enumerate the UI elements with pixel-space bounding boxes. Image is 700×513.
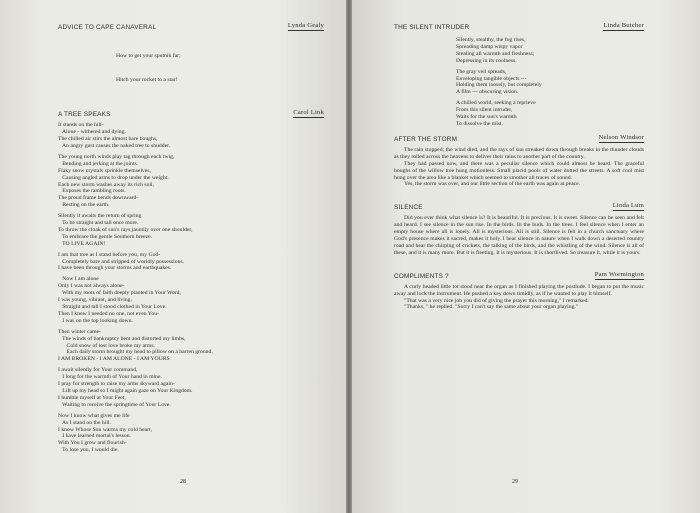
story-author: Linda Lum — [612, 202, 644, 210]
poem-stanza — [58, 367, 324, 408]
poem-line: Exposes the rambling roots. — [58, 188, 126, 195]
poem-line: I know Whose Son warms my cold heart, — [58, 426, 153, 433]
poem-line: I have learned mortal's lesson. — [58, 433, 132, 440]
poem-stanza — [456, 69, 644, 97]
poem-line: An angry gust causes the naked tree to shudder. — [58, 142, 171, 149]
poem-line: To lose you, I would die. — [58, 447, 119, 454]
poem-line: As I stand on the hill. — [58, 419, 111, 426]
poem-title: A TREE SPEAKS — [58, 111, 111, 119]
poem-line: Completely bare and stripped of worldly possessions. — [58, 258, 185, 265]
poem-stanza — [456, 37, 644, 65]
poem-stanza — [58, 154, 324, 209]
poem-line: Lift up my head so I might again gaze on Your Kingdom. — [58, 387, 193, 394]
poem-header — [58, 22, 324, 31]
right-page — [352, 0, 700, 513]
poem-line: A chilled world, seeking a reprieve — [456, 100, 536, 107]
poem-line: To throw the cloak of sun's rays jauntily over one shoulder, — [58, 226, 193, 233]
poem-line: Stealing all warmth and freshness; — [456, 50, 535, 57]
poem-stanza — [58, 252, 324, 273]
poem-line: Straight and tall I stood clothed in Your Love. — [58, 304, 167, 310]
poem-line: Each daily storm brought my head to pillow on a barren ground. — [58, 349, 213, 356]
poem-author: Lynda Gealy — [287, 22, 324, 29]
poem-line: Cold snow of lost love broke my arms. — [58, 342, 155, 349]
poem-body — [116, 39, 324, 97]
story-author: Nelson Windsor — [598, 133, 644, 141]
poem-line: A film --- obscuring vision. — [456, 89, 519, 96]
poem-line: Then winter came- — [58, 328, 101, 335]
poem-title: THE SILENT INTRUDER — [394, 24, 470, 31]
poem-line: Then I knew I needed no one, not even You- — [58, 310, 159, 317]
story-paragraph: They had passed now, and there was a peculiar silence which could almost be heard. The graceful boughs of the willow tree hung motionless. Small placid pools of water dotted the streets. A soft cool mist hung over the area like a blanket which seemed to smother all traces of sound. — [394, 160, 644, 181]
story-header — [394, 202, 644, 211]
poem-line: How to get your sputnik far; — [116, 52, 181, 59]
poem-line: Alone - withered and dying. — [58, 129, 126, 136]
poem-line: I long for the warmth of Your hand in mine. — [58, 374, 162, 381]
story-paragraph: "Thanks, " he replied. "Sorry I can't say the same about your organ playing." — [404, 304, 579, 311]
poem-line: From this silent intruder, — [456, 107, 513, 114]
poem-line: The gray veil spreads, — [456, 68, 507, 75]
poem-line: I was on the top looking down. — [58, 317, 133, 324]
poem-body — [456, 37, 644, 128]
poem-line: The winds of bankruptcy bent and distorted my limbs, — [58, 335, 186, 342]
poem-line: To dissolve the mist. — [456, 120, 503, 127]
poem-header — [394, 22, 644, 31]
story-paragraph: A curly headed little tot stood near the organ as I finished playing the postlude. I began to put the music away and lock the instrument. He pushed a key down timidly, as if he wanted to play it himself. — [394, 283, 644, 297]
poem-line: I am that tree as I stand before you, my God- — [58, 251, 161, 258]
story-title: AFTER THE STORM — [394, 135, 458, 143]
story-header — [394, 134, 644, 143]
poem-line: TO LIVE AGAIN! — [58, 240, 106, 247]
story-paragraph: "That was a very nice job you did of giving the prayer this morning," I remarked. — [404, 297, 589, 304]
story-author: Pam Wormington — [594, 270, 644, 278]
poem-line: I AM BROKEN - I AM ALONE - I AM YOURS — [58, 356, 170, 363]
poem-line: To embrace the gentle Southern breeze. — [58, 233, 153, 240]
story-title: COMPLIMENTS ? — [394, 272, 449, 280]
poem-line: Flaky snow crystals sprinkle themselves, — [58, 167, 152, 174]
story-title: SILENCE — [394, 204, 423, 212]
poem-stanza — [58, 122, 324, 150]
poem-line: Silently it awaits the return of spring — [58, 213, 142, 220]
poem-line: The young north winds play tag through each twig, — [58, 153, 175, 160]
story-paragraph: Yes, the storm was over, and our little section of the earth was again at peace. — [404, 181, 581, 188]
poem-line: Silently, stealthy, the fog rises, — [456, 37, 526, 43]
poem-line: Holding them loosely, but completely — [456, 82, 542, 89]
story-body — [394, 147, 644, 188]
poem-line: To be straight and tall once more. — [58, 220, 139, 227]
story-header — [394, 271, 644, 280]
poem-line: Each new storm washes away its rich soil, — [58, 181, 155, 188]
page-number: 28 — [180, 479, 186, 485]
story-paragraph: The rain stopped; the wind died, and the rays of sun streaked down through breaks in the thunder clouds as they rolled across the heavens to deliver their rains to another part of the country. — [394, 146, 644, 160]
poem-title: ADVICE TO CAPE CANAVERAL — [58, 24, 157, 31]
poem-author: Linda Butcher — [603, 22, 644, 29]
poem-line: I pray for strength to raise my arms skyward again- — [58, 381, 175, 388]
poem-line: Enveloping tangible objects --- — [456, 75, 527, 82]
poem-line: With You I grow and flourish- — [58, 440, 127, 447]
poem-stanza — [58, 213, 324, 248]
poem-line: Depressing in its coolness. — [456, 57, 517, 64]
poem-line: I humble myself at Your Feet, — [58, 394, 126, 401]
poem-line: I was young, vibrant, and living. — [58, 297, 132, 304]
poem-line: I have been through your storms and earthquakes. — [58, 265, 172, 272]
story-paragraph: Did you ever think what silence is? It is beautiful. It is precious. It is sweet. Silence can be seen and felt and heard. I see silence in the sun rise. In the birds. In the buds. In the trees. I feel silence when I enter an empty house where all is lonely. All is mysterious. All is still. Silence is felt in a church sanctuary where God's presence makes it sacred, makes it holy. I hear silence in nature when I walk down a deserted country road and hear the chirping of crickets, the talking of the birds, and the whistling of the wind. Silence is all of these, and it is many more. But it is fleeting. It is mysterious. It is shortlived. So treasure it, while it is yours. — [394, 215, 644, 256]
poem-line: The proud frame bends downward- — [58, 195, 139, 202]
poem-line: Now I am alone — [58, 276, 99, 283]
poem-header — [58, 109, 324, 118]
poem-line: With my roots of faith deeply planted in Your Word, — [58, 290, 181, 297]
poem-line: Hitch your rocket to a star! — [116, 76, 178, 83]
poem-line: Bending and jerking at the joints. — [58, 160, 139, 167]
story-body — [394, 215, 644, 256]
poem-line: Causing angled arms to drop under the weight. — [58, 174, 169, 181]
poem-line: Waiting to receive the springtime of Your Love. — [58, 401, 171, 408]
poem-line: Waits for the sun's warmth — [456, 114, 517, 121]
poem-line: Only I was not always alone- — [58, 283, 125, 290]
poem-body — [58, 122, 324, 454]
poem-stanza — [58, 276, 324, 324]
poem-line: Resting on the earth. — [58, 202, 110, 209]
poem-line: Now I know what gives me life — [58, 412, 130, 419]
poem-author: Carol Link — [293, 109, 324, 117]
poem-line: I await silently for Your command, — [58, 367, 138, 374]
poem-line: It stands on the hill- — [58, 122, 104, 129]
poem-stanza — [58, 413, 324, 454]
poem-stanza — [58, 329, 324, 364]
page-number: 29 — [512, 479, 518, 485]
story-body — [394, 284, 644, 312]
left-page — [0, 0, 346, 513]
poem-line: The chilled air stirs the almost bare boughs, — [58, 136, 158, 143]
poem-stanza — [456, 100, 644, 128]
poem-line: Spreading damp wispy vapor — [456, 43, 523, 50]
